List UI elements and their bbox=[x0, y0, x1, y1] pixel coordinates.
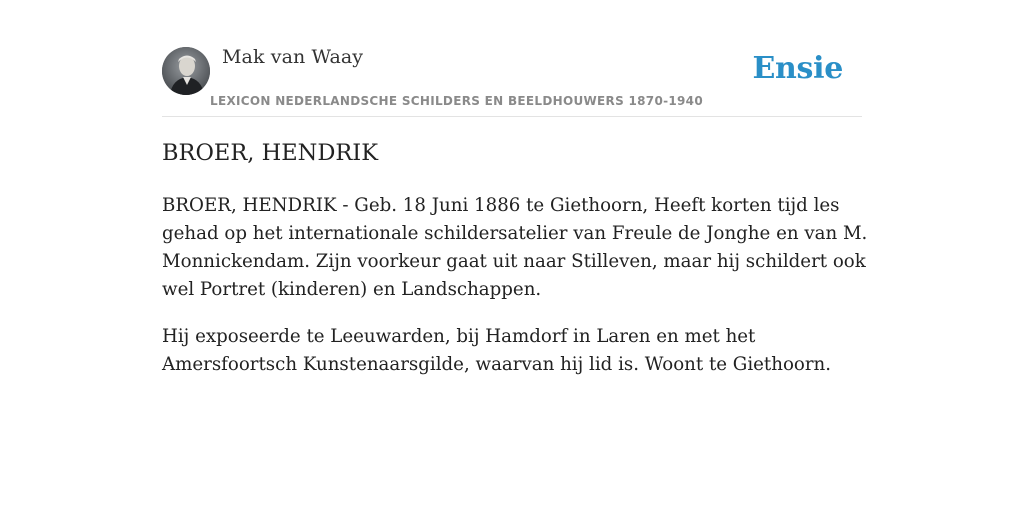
article-paragraph: Hij exposeerde te Leeuwarden, bij Hamdorf in Laren en met het Amersfoortsch Kunstenaarsgilde, waarvan hij lid is. Woont te Giethoorn. bbox=[162, 326, 832, 375]
article-body bbox=[162, 192, 868, 398]
author-name[interactable]: Mak van Waay bbox=[222, 46, 364, 68]
author-avatar[interactable] bbox=[162, 47, 210, 95]
author-portrait-icon bbox=[162, 47, 210, 95]
article-paragraph: BROER, HENDRIK - Geb. 18 Juni 1886 te Giethoorn, Heeft korten tijd les gehad op het internationale schildersatelier van Freule de Jonghe en van M. Monnickendam. Zijn voorkeur gaat uit naar Stilleven, maar hij schildert ook wel Portret (kinderen) en Landschappen. bbox=[162, 195, 868, 300]
lexicon-title[interactable]: LEXICON NEDERLANDSCHE SCHILDERS EN BEELDHOUWERS 1870-1940 bbox=[210, 94, 703, 108]
article-title: BROER, HENDRIK bbox=[162, 140, 379, 166]
header bbox=[162, 0, 862, 117]
page bbox=[162, 0, 868, 375]
ensie-logo[interactable]: Ensie bbox=[752, 51, 843, 86]
